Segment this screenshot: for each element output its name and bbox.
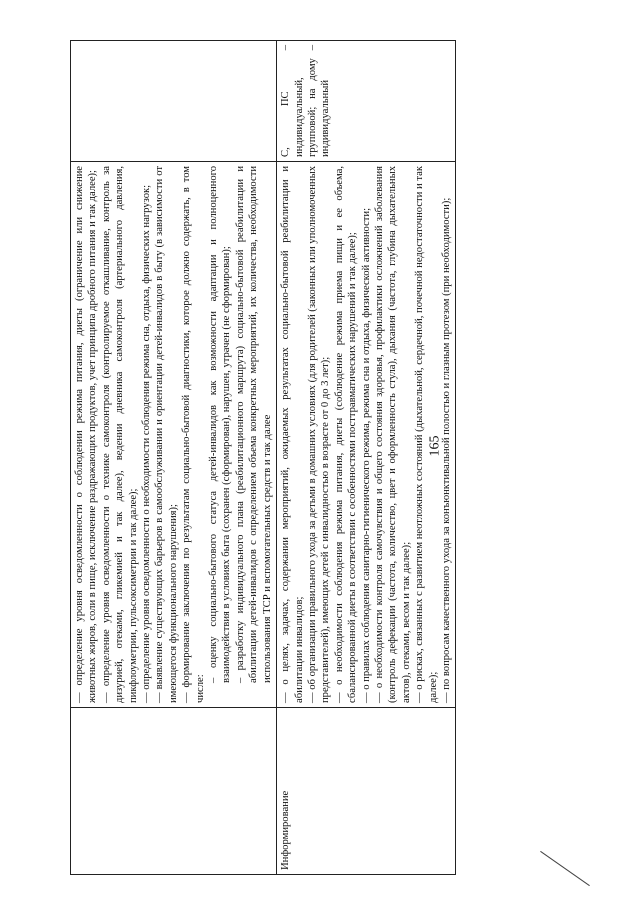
content-item: — определение уровня осведомленности о соблюдении режима питания, диеты (ограничение или снижение животных жиров, соли в пище, исключение раздражающих продуктов, учет принципа дробного питания и так далее); xyxy=(74,166,99,703)
content-item: — о рисках, связанных с развитием неотложных состояний (дыхательной, сердечной, почечной недостаточности и так далее); xyxy=(414,166,439,703)
service-name-cell: Информирование xyxy=(277,708,456,875)
table-row xyxy=(277,41,456,875)
content-item: — о необходимости соблюдения режима питания, диеты (соблюдение режима приема пищи и ее объема, сбалансированной диеты в соответствии с особенностями посттравматических нарушений и так далее); xyxy=(333,166,359,703)
services-table xyxy=(70,40,456,875)
content-item: — о необходимости контроля самочувствия и общего состояния здоровья, профилактики осложнений заболевания (контроль дефекации (частота, количество, цвет и оформленность стула), дыхания (частота, глубина дыхательных актов), отеками, весом и так далее); xyxy=(373,166,412,703)
service-content-cell xyxy=(71,162,277,708)
service-form-cell xyxy=(71,41,277,162)
service-name-cell xyxy=(71,708,277,875)
content-item: — формирование заключения по результатам социально-бытовой диагностики, которое должно содержать, в том числе: xyxy=(181,166,206,703)
content-item: — выявление существующих барьеров в самообслуживании и ориентации детей-инвалидов в быту (в зависимости от имеющегося функционального нарушения); xyxy=(154,166,179,703)
service-content-cell xyxy=(277,162,456,708)
scan-mark xyxy=(540,851,590,886)
content-subitem: – разработку индивидуального плана (реабилитационного маршрута) социально-бытовой реабилитации и абилитации детей-инвалидов с определением объема конкретных мероприятий, их количества, необходимости использования ТСР и вспомогательных средств и так далее xyxy=(234,166,273,683)
content-item: — определение уровня осведомленности о необходимости соблюдения режима сна, отдыха, физических нагрузок; xyxy=(141,184,153,703)
service-form-cell: С, ПС – индивидуальный, групповой; на дому – индивидуальный xyxy=(277,41,456,162)
content-item: — о правилах соблюдения санитарно-гигиенического режима, режима сна и отдыха, физической активности; xyxy=(360,207,372,703)
content-item: — по вопросам качественного ухода за конъюнктивальной полостью и глазным протезом (при необходимости); xyxy=(440,197,452,703)
content-item: — об организации правильного ухода за детьми в домашних условиях (для родителей (законных или уполномоченных представителей), имеющих детей с инвалидностью в возрасте от 0 до 3 лет); xyxy=(306,166,332,703)
content-item: — определение уровня осведомленности о технике самоконтроля (контролируемое откашливание, контроль за дизурией, отеками, гликемией и так далее), ведении дневника самоконтроля (артериального давления, пикфлоуметрии, пульсоксиметрии и так далее); xyxy=(100,166,139,703)
content-subitem: – оценку социально-бытового статуса детей-инвалидов как возможности адаптации и полноценного взаимодействия в условиях быта (сохранен (сформирован), нарушен, утрачен (не сформирован); xyxy=(208,166,233,683)
page-number: 165 xyxy=(427,435,443,457)
table-row xyxy=(71,41,277,875)
content-item: — о целях, задачах, содержании мероприятий, ожидаемых результатах социально-бытовой реабилитации и абилитации инвалидов; xyxy=(280,166,305,703)
